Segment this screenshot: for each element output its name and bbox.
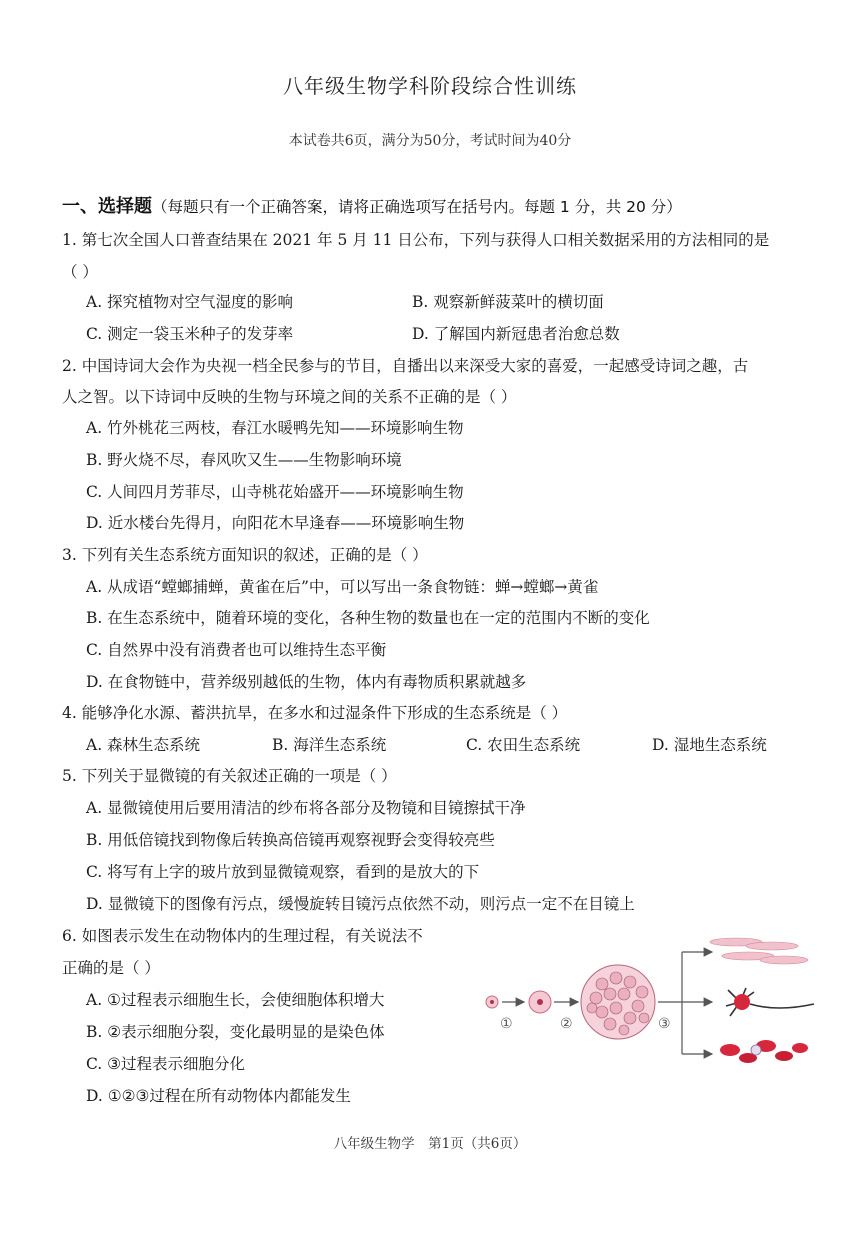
step1-label: ① xyxy=(500,1016,513,1032)
q3-option-b: B. 在生态系统中，随着环境的变化，各种生物的数量也在一定的范围内不断的变化 xyxy=(86,609,650,627)
q2-stem-line2: 人之智。以下诗词中反映的生物与环境之间的关系不正确的是（ ） xyxy=(62,388,517,406)
q1-option-b: B. 观察新鲜菠菜叶的横切面 xyxy=(412,293,604,311)
q5-option-d: D. 显微镜下的图像有污点，缓慢旋转目镜污点依然不动，则污点一定不在目镜上 xyxy=(86,895,635,913)
q3-option-c: C. 自然界中没有消费者也可以维持生态平衡 xyxy=(86,641,387,659)
exam-info: 本试卷共6页，满分为50分，考试时间为40分 xyxy=(288,133,572,149)
cell-process-diagram xyxy=(478,932,818,1074)
section-heading xyxy=(62,192,682,218)
q3-option-a: A. 从成语“螳螂捕蝉，黄雀在后”中，可以写出一条食物链：蝉→螳螂→黄雀 xyxy=(86,578,599,596)
q1-option-d: D. 了解国内新冠患者治愈总数 xyxy=(412,325,620,343)
section-instruction: （每题只有一个正确答案，请将正确选项写在括号内。每题 1 分，共 20 分） xyxy=(152,198,682,216)
q6-option-b: B. ②表示细胞分裂，变化最明显的是染色体 xyxy=(86,1023,385,1041)
step3-label: ③ xyxy=(658,1016,671,1032)
q1-stem-line2: （ ） xyxy=(62,263,98,281)
q5-option-a: A. 显微镜使用后要用清洁的纱布将各部分及物镜和目镜擦拭干净 xyxy=(86,799,526,817)
q1-option-a: A. 探究植物对空气湿度的影响 xyxy=(86,293,294,311)
q1-option-c: C. 测定一袋玉米种子的发芽率 xyxy=(86,325,294,343)
q2-option-d: D. 近水楼台先得月，向阳花木早逢春——环境影响生物 xyxy=(86,514,465,532)
q5-option-c: C. 将写有上字的玻片放到显微镜观察，看到的是放大的下 xyxy=(86,863,480,881)
q4-stem: 4. 能够净化水源、蓄洪抗旱，在多水和过湿条件下形成的生态系统是（ ） xyxy=(62,704,568,722)
step2-label: ② xyxy=(560,1016,573,1032)
q4-option-b: B. 海洋生态系统 xyxy=(272,736,387,754)
q6-stem-line2: 正确的是（ ） xyxy=(62,959,160,977)
q2-option-b: B. 野火烧不尽，春风吹又生——生物影响环境 xyxy=(86,451,402,469)
q3-stem: 3. 下列有关生态系统方面知识的叙述，正确的是（ ） xyxy=(62,546,428,564)
cell-cluster-icon xyxy=(581,965,655,1039)
q1-stem-line1: 1. 第七次全国人口普查结果在 2021 年 5 月 11 日公布，下列与获得人口相关数据采用的方法相同的是 xyxy=(62,231,770,249)
small-cell-icon xyxy=(486,996,498,1008)
q2-stem-line1: 2. 中国诗词大会作为央视一档全民参与的节目，自播出以来深受大家的喜爱，一起感受诗词之趣，古 xyxy=(62,357,749,375)
q4-option-a: A. 森林生态系统 xyxy=(86,736,201,754)
q6-stem-line1: 6. 如图表示发生在动物体内的生理过程，有关说法不 xyxy=(62,927,423,945)
blood-cell-icon xyxy=(720,1040,808,1063)
page-footer: 八年级生物学 第1页（共6页） xyxy=(333,1136,527,1152)
nerve-cell-icon xyxy=(726,988,814,1016)
q4-option-c: C. 农田生态系统 xyxy=(466,736,581,754)
q2-option-a: A. 竹外桃花三两枝，春江水暖鸭先知——环境影响生物 xyxy=(86,419,464,437)
grown-cell-icon xyxy=(529,991,551,1013)
q6-option-a: A. ①过程表示细胞生长，会使细胞体积增大 xyxy=(86,991,385,1009)
q5-option-b: B. 用低倍镜找到物像后转换高倍镜再观察视野会变得较亮些 xyxy=(86,831,495,849)
q6-option-d: D. ①②③过程在所有动物体内都能发生 xyxy=(86,1087,351,1105)
q2-option-c: C. 人间四月芳菲尽，山寺桃花始盛开——环境影响生物 xyxy=(86,483,464,501)
q6-option-c: C. ③过程表示细胞分化 xyxy=(86,1055,246,1073)
section-label: 一、选择题 xyxy=(62,196,152,217)
page-title: 八年级生物学科阶段综合性训练 xyxy=(283,74,577,98)
q4-option-d: D. 湿地生态系统 xyxy=(652,736,767,754)
muscle-cell-icon xyxy=(710,938,808,964)
q3-option-d: D. 在食物链中，营养级别越低的生物，体内有毒物质积累就越多 xyxy=(86,673,527,691)
q5-stem: 5. 下列关于显微镜的有关叙述正确的一项是（ ） xyxy=(62,767,397,785)
